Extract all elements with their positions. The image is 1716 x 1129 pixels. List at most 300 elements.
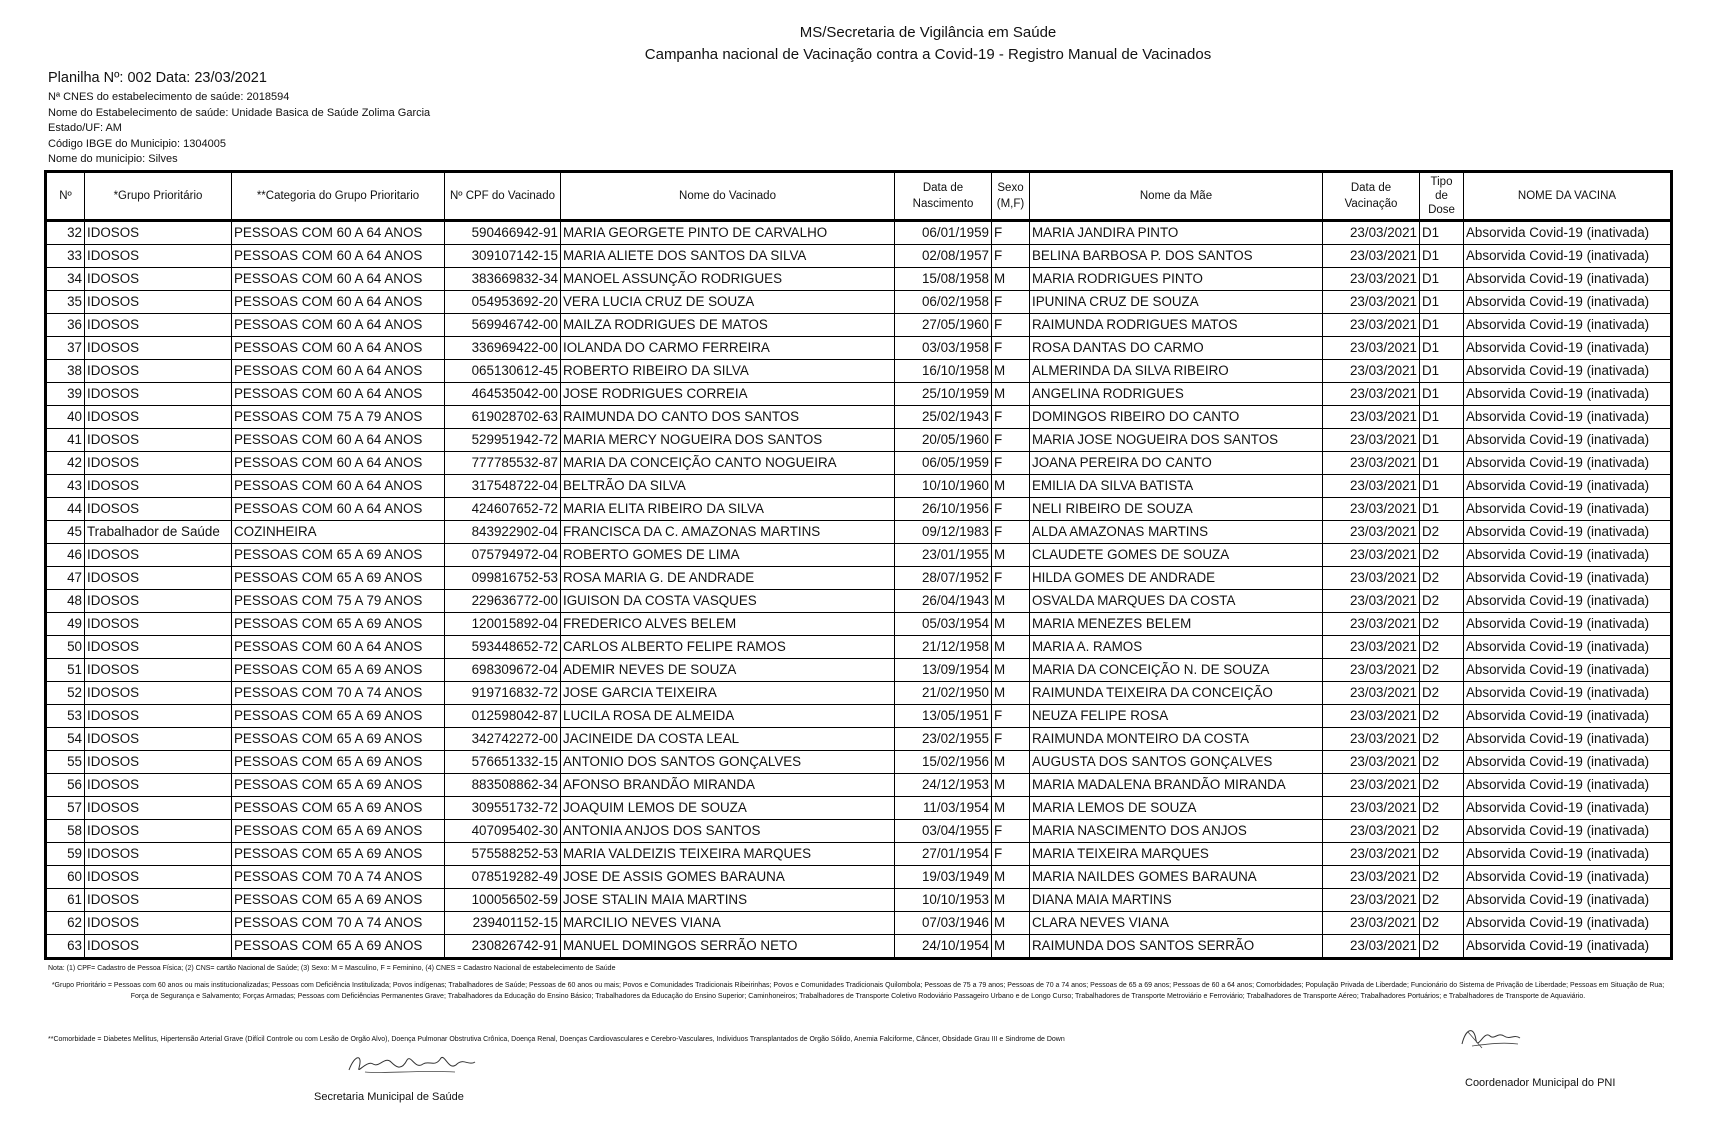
cell-vacinacao: 23/03/2021 [1323,705,1420,728]
cell-number: 52 [46,682,85,705]
cell-vacinacao: 23/03/2021 [1323,521,1420,544]
cell-sexo: M [992,774,1030,797]
cell-vacinacao: 23/03/2021 [1323,314,1420,337]
cell-nome: MARIA MERCY NOGUEIRA DOS SANTOS [561,429,895,452]
cell-nascimento: 06/05/1959 [895,452,992,475]
table-row [46,383,1672,406]
cell-nome: JOSE RODRIGUES CORREIA [561,383,895,406]
cell-mae: RAIMUNDA TEIXEIRA DA CONCEIÇÃO [1030,682,1323,705]
cell-sexo: M [992,682,1030,705]
table-row [46,728,1672,751]
cell-grupo: Trabalhador de Saúde [85,521,232,544]
cell-mae: MARIA LEMOS DE SOUZA [1030,797,1323,820]
cell-sexo: M [992,613,1030,636]
table-row [46,866,1672,889]
cell-nome: VERA LUCIA CRUZ DE SOUZA [561,291,895,314]
cell-mae: AUGUSTA DOS SANTOS GONÇALVES [1030,751,1323,774]
cell-categoria: PESSOAS COM 65 A 69 ANOS [232,774,445,797]
cell-grupo: IDOSOS [85,774,232,797]
cell-number: 46 [46,544,85,567]
col-header-dose-l3: Dose [1428,204,1455,216]
cell-vacinacao: 23/03/2021 [1323,682,1420,705]
table-row [46,682,1672,705]
cell-nome: MANOEL ASSUNÇÃO RODRIGUES [561,268,895,291]
cell-vacina: Absorvida Covid-19 (inativada) [1464,567,1672,590]
cell-grupo: IDOSOS [85,728,232,751]
cell-vacina: Absorvida Covid-19 (inativada) [1464,797,1672,820]
cell-categoria: PESSOAS COM 65 A 69 ANOS [232,843,445,866]
cell-sexo: F [992,843,1030,866]
cell-mae: NEUZA FELIPE ROSA [1030,705,1323,728]
cell-vacina: Absorvida Covid-19 (inativada) [1464,360,1672,383]
cell-mae: ALDA AMAZONAS MARTINS [1030,521,1323,544]
table-row [46,245,1672,268]
cell-vacinacao: 23/03/2021 [1323,889,1420,912]
cell-dose: D2 [1420,774,1464,797]
cell-vacina: Absorvida Covid-19 (inativada) [1464,636,1672,659]
col-header-sexo [992,172,1030,221]
cell-nascimento: 26/04/1943 [895,590,992,613]
cell-categoria: PESSOAS COM 65 A 69 ANOS [232,544,445,567]
cell-vacinacao: 23/03/2021 [1323,337,1420,360]
cell-cpf: 100056502-59 [445,889,561,912]
cell-sexo: M [992,475,1030,498]
cell-vacinacao: 23/03/2021 [1323,406,1420,429]
cell-nome: ADEMIR NEVES DE SOUZA [561,659,895,682]
table-row [46,774,1672,797]
cell-sexo: M [992,889,1030,912]
cell-dose: D2 [1420,751,1464,774]
cell-number: 58 [46,820,85,843]
cell-mae: IPUNINA CRUZ DE SOUZA [1030,291,1323,314]
cell-vacinacao: 23/03/2021 [1323,268,1420,291]
cell-mae: MARIA A. RAMOS [1030,636,1323,659]
cell-cpf: 054953692-20 [445,291,561,314]
cell-number: 55 [46,751,85,774]
cell-cpf: 590466942-91 [445,221,561,245]
cell-dose: D2 [1420,728,1464,751]
cell-cpf: 336969422-00 [445,337,561,360]
cell-categoria: PESSOAS COM 65 A 69 ANOS [232,797,445,820]
cell-grupo: IDOSOS [85,843,232,866]
document-title: MS/Secretaria de Vigilância em Saúde [799,24,1057,41]
cell-number: 41 [46,429,85,452]
cell-number: 60 [46,866,85,889]
cell-cpf: 619028702-63 [445,406,561,429]
cell-nascimento: 05/03/1954 [895,613,992,636]
footnote-abbreviations: Nota: (1) CPF= Cadastro de Pessoa Física; (2) CNS= cartão Nacional de Saúde; (3) Sexo: M = Masculino, F = Feminino, (4) CNES = Cadastro Nacional de estabelecimento de Saúde [48,965,616,972]
cell-nascimento: 16/10/1958 [895,360,992,383]
cell-mae: RAIMUNDA DOS SANTOS SERRÃO [1030,935,1323,959]
cell-mae: ALMERINDA DA SILVA RIBEIRO [1030,360,1323,383]
cell-categoria: PESSOAS COM 60 A 64 ANOS [232,429,445,452]
cell-vacina: Absorvida Covid-19 (inativada) [1464,705,1672,728]
cell-mae: MARIA MADALENA BRANDÃO MIRANDA [1030,774,1323,797]
cell-sexo: F [992,820,1030,843]
col-header-grupo: *Grupo Prioritário [85,172,232,221]
cell-vacinacao: 23/03/2021 [1323,728,1420,751]
cell-dose: D1 [1420,406,1464,429]
cell-mae: ANGELINA RODRIGUES [1030,383,1323,406]
cell-nome: JOSE STALIN MAIA MARTINS [561,889,895,912]
cell-nome: MARIA DA CONCEIÇÃO CANTO NOGUEIRA [561,452,895,475]
cell-nascimento: 15/02/1956 [895,751,992,774]
cell-sexo: M [992,797,1030,820]
table-row [46,590,1672,613]
cell-nascimento: 07/03/1946 [895,912,992,935]
cell-mae: CLARA NEVES VIANA [1030,912,1323,935]
table-body [46,221,1672,959]
col-header-vacinacao [1323,172,1420,221]
cell-cpf: 569946742-00 [445,314,561,337]
cell-grupo: IDOSOS [85,935,232,959]
cell-dose: D2 [1420,843,1464,866]
cell-nascimento: 11/03/1954 [895,797,992,820]
cell-number: 37 [46,337,85,360]
cell-vacinacao: 23/03/2021 [1323,429,1420,452]
cell-categoria: PESSOAS COM 75 A 79 ANOS [232,406,445,429]
cell-grupo: IDOSOS [85,337,232,360]
cell-vacinacao: 23/03/2021 [1323,751,1420,774]
cell-grupo: IDOSOS [85,429,232,452]
cell-sexo: F [992,452,1030,475]
cell-vacinacao: 23/03/2021 [1323,567,1420,590]
cell-dose: D2 [1420,820,1464,843]
cell-dose: D2 [1420,544,1464,567]
cell-nome: MARCILIO NEVES VIANA [561,912,895,935]
cell-nascimento: 06/02/1958 [895,291,992,314]
cell-categoria: PESSOAS COM 60 A 64 ANOS [232,221,445,245]
cell-mae: BELINA BARBOSA P. DOS SANTOS [1030,245,1323,268]
cell-vacinacao: 23/03/2021 [1323,475,1420,498]
cell-categoria: PESSOAS COM 65 A 69 ANOS [232,728,445,751]
table-row [46,705,1672,728]
cell-number: 51 [46,659,85,682]
cell-vacinacao: 23/03/2021 [1323,820,1420,843]
cell-vacinacao: 23/03/2021 [1323,498,1420,521]
coordenador-signature [1458,1022,1528,1054]
table-row [46,221,1672,245]
cell-dose: D2 [1420,866,1464,889]
cell-vacina: Absorvida Covid-19 (inativada) [1464,728,1672,751]
cell-dose: D1 [1420,452,1464,475]
cell-vacina: Absorvida Covid-19 (inativada) [1464,751,1672,774]
cell-categoria: PESSOAS COM 65 A 69 ANOS [232,820,445,843]
cell-sexo: F [992,291,1030,314]
cell-nascimento: 03/04/1955 [895,820,992,843]
cell-vacinacao: 23/03/2021 [1323,383,1420,406]
cell-vacinacao: 23/03/2021 [1323,221,1420,245]
cell-grupo: IDOSOS [85,360,232,383]
col-header-cpf: Nº CPF do Vacinado [445,172,561,221]
cell-number: 61 [46,889,85,912]
cell-nascimento: 19/03/1949 [895,866,992,889]
cell-mae: MARIA RODRIGUES PINTO [1030,268,1323,291]
table-row [46,406,1672,429]
cell-categoria: PESSOAS COM 60 A 64 ANOS [232,636,445,659]
cell-vacina: Absorvida Covid-19 (inativada) [1464,659,1672,682]
cell-mae: ROSA DANTAS DO CARMO [1030,337,1323,360]
cell-categoria: PESSOAS COM 65 A 69 ANOS [232,751,445,774]
cell-cpf: 575588252-53 [445,843,561,866]
cell-dose: D1 [1420,429,1464,452]
table-row [46,567,1672,590]
table-row [46,751,1672,774]
cell-vacina: Absorvida Covid-19 (inativada) [1464,268,1672,291]
col-header-mae: Nome da Mãe [1030,172,1323,221]
cell-cpf: 464535042-00 [445,383,561,406]
cell-cpf: 883508862-34 [445,774,561,797]
cell-vacina: Absorvida Covid-19 (inativada) [1464,843,1672,866]
cell-mae: NELI RIBEIRO DE SOUZA [1030,498,1323,521]
col-header-sexo-l2: (M,F) [996,198,1025,210]
cell-grupo: IDOSOS [85,682,232,705]
cell-mae: DOMINGOS RIBEIRO DO CANTO [1030,406,1323,429]
cell-nome: JOSE DE ASSIS GOMES BARAUNA [561,866,895,889]
cell-nascimento: 13/09/1954 [895,659,992,682]
estabelecimento-line: Nome do Estabelecimento de saúde: Unidade Basica de Saúde Zolima Garcia [48,106,431,119]
table-row [46,843,1672,866]
cell-sexo: F [992,498,1030,521]
cell-sexo: M [992,866,1030,889]
cell-cpf: 309107142-15 [445,245,561,268]
cell-nascimento: 23/02/1955 [895,728,992,751]
footnote-grupo-prioritario: *Grupo Prioritário = Pessoas com 60 anos ou mais institucionalizadas; Pessoas com Deficiência Institulizada; Povos indígenas; Trabalhadores de Saúde; Pessoas de 60 anos ou mais; Povos e Comunidades Tradicionais Ribeirinhas; Povos e Comunidades Tradicionais Quilombola; Pessoas de 75 a 79 anos; Pessoas de 70 a 74 anos; Pessoas de 65 a 69 anos; Pessoas de 60 a 64 anos; Comorbidades; População Privada de Liberdade; Funcionário do Sistema de Privação de Liberdade; Pessoas em Situação de Rua; Força de Segurança e Salvamento; Forças Armadas; Pessoas com Deficiências Permanentes Grave; Trabalhadores da Educação do Ensino Básico; Trabalhadores da Educação do Ensino Superior; Caminhoneiros; Trabalhadores de Transporte Coletivo Rodoviário Passageiro Urbano e de Longo Curso; Trabalhadores de Transporte Metroviário e Ferroviário; Trabalhadores de Transporte Aéreo; Trabalhadores Portuários; e Trabalhadores de Transporte de Aquaviário. [51,982,1665,1000]
cell-vacinacao: 23/03/2021 [1323,797,1420,820]
cell-sexo: M [992,636,1030,659]
cell-vacinacao: 23/03/2021 [1323,935,1420,959]
cell-vacina: Absorvida Covid-19 (inativada) [1464,429,1672,452]
cell-cpf: 120015892-04 [445,613,561,636]
cell-grupo: IDOSOS [85,383,232,406]
cell-nascimento: 24/12/1953 [895,774,992,797]
cell-nascimento: 24/10/1954 [895,935,992,959]
cell-categoria: PESSOAS COM 60 A 64 ANOS [232,291,445,314]
cell-nascimento: 25/02/1943 [895,406,992,429]
footnote-comorbidade: **Comorbidade = Diabetes Mellitus, Hipertensão Arterial Grave (Difícil Controle ou com Lesão de Orgão Alvo), Doença Pulmonar Obstrutiva Crônica, Doença Renal, Doenças Cardiovasculares e Cerebro-Vasculares, Individuos Transplantados de Orgão Sólido, Anemia Falciforme, Câncer, Obsidade Grau III e Sindrome de Down [48,1036,1065,1043]
cell-vacina: Absorvida Covid-19 (inativada) [1464,590,1672,613]
secretaria-signature [345,1050,480,1080]
cell-number: 56 [46,774,85,797]
cell-cpf: 099816752-53 [445,567,561,590]
cell-sexo: F [992,314,1030,337]
cell-vacinacao: 23/03/2021 [1323,843,1420,866]
cell-number: 50 [46,636,85,659]
col-header-dose-l2: de [1435,190,1448,202]
cell-nome: ROBERTO GOMES DE LIMA [561,544,895,567]
cell-grupo: IDOSOS [85,475,232,498]
cell-nome: IOLANDA DO CARMO FERREIRA [561,337,895,360]
table-row [46,475,1672,498]
col-header-number: Nº [46,172,85,221]
table-row [46,935,1672,959]
cell-grupo: IDOSOS [85,889,232,912]
cell-grupo: IDOSOS [85,636,232,659]
col-header-dose [1420,172,1464,221]
cell-dose: D1 [1420,360,1464,383]
col-header-vacinacao-l2: Vacinação [1344,198,1398,210]
col-header-vacinacao-l1: Data de [1350,182,1392,194]
table-row [46,314,1672,337]
cell-sexo: F [992,429,1030,452]
cell-number: 44 [46,498,85,521]
cell-number: 47 [46,567,85,590]
cell-categoria: PESSOAS COM 70 A 74 ANOS [232,682,445,705]
cell-sexo: M [992,268,1030,291]
cell-categoria: PESSOAS COM 65 A 69 ANOS [232,659,445,682]
cell-cpf: 075794972-04 [445,544,561,567]
cell-cpf: 843922902-04 [445,521,561,544]
cell-number: 42 [46,452,85,475]
cell-vacina: Absorvida Covid-19 (inativada) [1464,820,1672,843]
cell-sexo: M [992,383,1030,406]
cell-number: 45 [46,521,85,544]
cell-nome: FREDERICO ALVES BELEM [561,613,895,636]
cell-mae: HILDA GOMES DE ANDRADE [1030,567,1323,590]
cell-dose: D2 [1420,613,1464,636]
cell-nome: CARLOS ALBERTO FELIPE RAMOS [561,636,895,659]
cell-vacina: Absorvida Covid-19 (inativada) [1464,521,1672,544]
estado-line: Estado/UF: AM [48,122,122,134]
cell-vacinacao: 23/03/2021 [1323,774,1420,797]
cell-number: 33 [46,245,85,268]
cell-dose: D1 [1420,314,1464,337]
cell-cpf: 012598042-87 [445,705,561,728]
cell-nome: ANTONIO DOS SANTOS GONÇALVES [561,751,895,774]
cell-grupo: IDOSOS [85,498,232,521]
cell-categoria: PESSOAS COM 65 A 69 ANOS [232,889,445,912]
cell-sexo: F [992,245,1030,268]
cell-mae: CLAUDETE GOMES DE SOUZA [1030,544,1323,567]
cell-categoria: PESSOAS COM 75 A 79 ANOS [232,590,445,613]
cell-vacinacao: 23/03/2021 [1323,659,1420,682]
cell-dose: D2 [1420,521,1464,544]
secretaria-label: Secretaria Municipal de Saúde [314,1091,464,1103]
cell-vacinacao: 23/03/2021 [1323,590,1420,613]
cell-nascimento: 27/05/1960 [895,314,992,337]
cell-vacina: Absorvida Covid-19 (inativada) [1464,912,1672,935]
table-row [46,498,1672,521]
table-row [46,636,1672,659]
cell-vacina: Absorvida Covid-19 (inativada) [1464,475,1672,498]
cell-dose: D2 [1420,705,1464,728]
cell-mae: OSVALDA MARQUES DA COSTA [1030,590,1323,613]
municipio-line: Nome do municipio: Silves [48,153,178,165]
cell-categoria: PESSOAS COM 60 A 64 ANOS [232,452,445,475]
cell-nome: BELTRÃO DA SILVA [561,475,895,498]
cell-nascimento: 10/10/1960 [895,475,992,498]
cnes-line: Nª CNES do estabelecimento de saúde: 2018594 [48,91,290,103]
cell-dose: D1 [1420,337,1464,360]
cell-nome: MARIA VALDEIZIS TEIXEIRA MARQUES [561,843,895,866]
cell-categoria: PESSOAS COM 60 A 64 ANOS [232,475,445,498]
cell-sexo: F [992,221,1030,245]
table-row [46,797,1672,820]
cell-number: 49 [46,613,85,636]
cell-number: 34 [46,268,85,291]
document-subtitle: Campanha nacional de Vacinação contra a Covid-19 - Registro Manual de Vacinados [644,46,1212,63]
cell-nome: JOSE GARCIA TEIXEIRA [561,682,895,705]
cell-grupo: IDOSOS [85,705,232,728]
cell-number: 35 [46,291,85,314]
cell-number: 59 [46,843,85,866]
cell-dose: D1 [1420,221,1464,245]
cell-nascimento: 10/10/1953 [895,889,992,912]
col-header-vacina: NOME DA VACINA [1464,172,1672,221]
cell-mae: MARIA TEIXEIRA MARQUES [1030,843,1323,866]
cell-categoria: PESSOAS COM 60 A 64 ANOS [232,245,445,268]
cell-vacina: Absorvida Covid-19 (inativada) [1464,291,1672,314]
cell-nome: FRANCISCA DA C. AMAZONAS MARTINS [561,521,895,544]
cell-vacina: Absorvida Covid-19 (inativada) [1464,406,1672,429]
cell-grupo: IDOSOS [85,544,232,567]
cell-dose: D2 [1420,797,1464,820]
cell-cpf: 383669832-34 [445,268,561,291]
cell-number: 40 [46,406,85,429]
cell-vacina: Absorvida Covid-19 (inativada) [1464,221,1672,245]
col-header-sexo-l1: Sexo [997,182,1024,194]
cell-vacinacao: 23/03/2021 [1323,613,1420,636]
cell-nome: MARIA GEORGETE PINTO DE CARVALHO [561,221,895,245]
cell-vacinacao: 23/03/2021 [1323,866,1420,889]
cell-nome: LUCILA ROSA DE ALMEIDA [561,705,895,728]
cell-nascimento: 23/01/1955 [895,544,992,567]
cell-number: 53 [46,705,85,728]
cell-nome: JOAQUIM LEMOS DE SOUZA [561,797,895,820]
cell-sexo: F [992,728,1030,751]
cell-nome: ROSA MARIA G. DE ANDRADE [561,567,895,590]
cell-mae: MARIA JANDIRA PINTO [1030,221,1323,245]
cell-nome: MANUEL DOMINGOS SERRÃO NETO [561,935,895,959]
cell-dose: D1 [1420,268,1464,291]
cell-sexo: M [992,935,1030,959]
cell-categoria: PESSOAS COM 60 A 64 ANOS [232,498,445,521]
cell-mae: MARIA MENEZES BELEM [1030,613,1323,636]
cell-vacinacao: 23/03/2021 [1323,636,1420,659]
cell-vacina: Absorvida Covid-19 (inativada) [1464,314,1672,337]
col-header-nascimento [895,172,992,221]
cell-dose: D2 [1420,935,1464,959]
cell-grupo: IDOSOS [85,406,232,429]
cell-grupo: IDOSOS [85,291,232,314]
cell-grupo: IDOSOS [85,912,232,935]
cell-sexo: M [992,659,1030,682]
cell-vacina: Absorvida Covid-19 (inativada) [1464,774,1672,797]
table-row [46,889,1672,912]
cell-dose: D2 [1420,636,1464,659]
cell-nome: ANTONIA ANJOS DOS SANTOS [561,820,895,843]
cell-nascimento: 26/10/1956 [895,498,992,521]
cell-categoria: COZINHEIRA [232,521,445,544]
cell-categoria: PESSOAS COM 70 A 74 ANOS [232,866,445,889]
cell-number: 54 [46,728,85,751]
cell-sexo: M [992,544,1030,567]
table-row [46,291,1672,314]
cell-vacina: Absorvida Covid-19 (inativada) [1464,383,1672,406]
cell-nascimento: 13/05/1951 [895,705,992,728]
cell-cpf: 576651332-15 [445,751,561,774]
cell-mae: MARIA NAILDES GOMES BARAUNA [1030,866,1323,889]
cell-nome: AFONSO BRANDÃO MIRANDA [561,774,895,797]
cell-nascimento: 25/10/1959 [895,383,992,406]
table-row [46,452,1672,475]
cell-mae: EMILIA DA SILVA BATISTA [1030,475,1323,498]
cell-vacina: Absorvida Covid-19 (inativada) [1464,498,1672,521]
planilha-number: Planilha Nº: 002 Data: 23/03/2021 [48,70,267,86]
cell-sexo: M [992,360,1030,383]
cell-nascimento: 28/07/1952 [895,567,992,590]
cell-categoria: PESSOAS COM 65 A 69 ANOS [232,613,445,636]
